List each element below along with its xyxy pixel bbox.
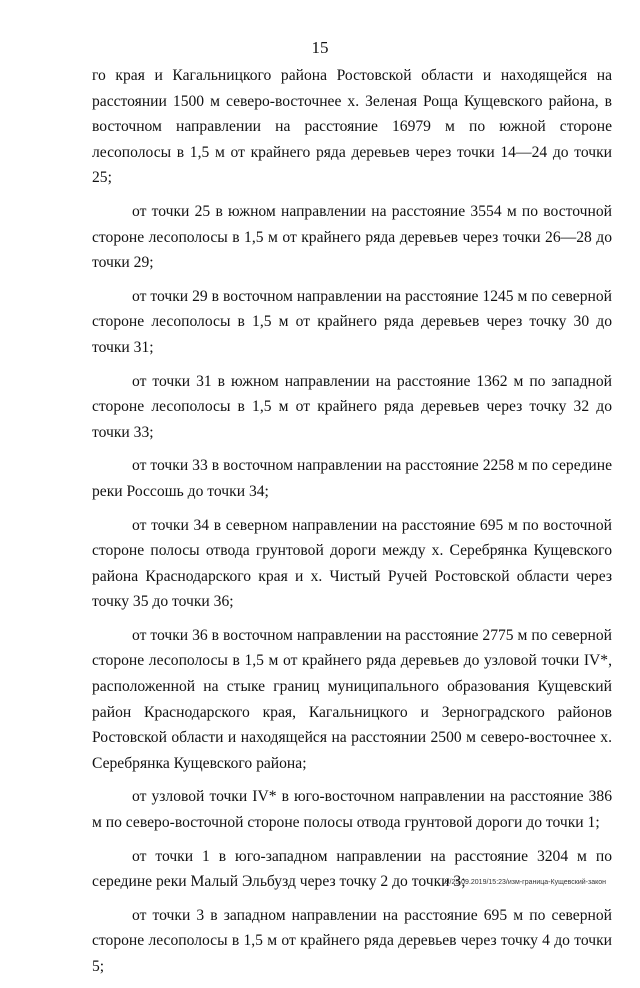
- paragraph: от точки 31 в южном направлении на расстояние 1362 м по западной стороне лесополосы в 1,5 м от крайнего ряда деревьев через точку 32 до точки 33;: [92, 372, 612, 441]
- document-body: [92, 63, 612, 988]
- paragraph: от точки 3 в западном направлении на расстояние 695 м по северной стороне лесополосы в 1,5 м от крайнего ряда деревьев через точку 4 до точки 5;: [92, 906, 612, 975]
- footer-stamp: U/25.09.2019/15:23/изм-граница-Кущевский-закон: [444, 879, 606, 886]
- paragraph: от узловой точки IV* в юго-восточном направлении на расстояние 386 м по северо-восточной стороне полосы отвода грунтовой дороги до точки 1;: [92, 788, 612, 832]
- paragraph: от точки 29 в восточном направлении на расстояние 1245 м по северной стороне лесополосы в 1,5 м от крайнего ряда деревьев через точку 30 до точки 31;: [92, 287, 612, 356]
- paragraph: от точки 25 в южном направлении на расстояние 3554 м по восточной стороне лесополосы в 1,5 м от крайнего ряда деревьев через точки 26—28 до точки 29;: [92, 202, 612, 272]
- page-number: 15: [311, 38, 329, 57]
- paragraph: от точки 34 в северном направлении на расстояние 695 м по восточной стороне полосы отвода грунтовой дороги между х. Серебрянка Кущевского района Краснодарского края и х. Чистый Ручей Ростовской области через точку 35 до точки 36;: [92, 516, 612, 611]
- paragraph: от точки 1 в юго-западном направлении на расстояние 3204 м по середине реки Малый Эльбузд через точку 2 до точки 3;: [92, 847, 612, 891]
- paragraph: от точки 33 в восточном направлении на расстояние 2258 м по середине реки Россошь до точки 34;: [92, 457, 612, 500]
- paragraph: го края и Кагальницкого района Ростовской области и находящейся на расстоянии 1500 м северо-восточнее х. Зеленая Роща Кущевского района, в восточном направлении на расстояние 16979 м по южной стороне лесополосы в 1,5 м от крайнего ряда деревьев через точки 14—24 до точки 25;: [92, 67, 612, 187]
- paragraph: от точки 36 в восточном направлении на расстояние 2775 м по северной стороне лесополосы в 1,5 м от крайнего ряда деревьев до узловой точки IV*, расположенной на стыке границ муниципального образования Кущевский район Краснодарского края, Кагальницкого и Зерноградского районов Ростовской области и находящейся на расстоянии 2500 м северо-восточнее х. Серебрянка Кущевского района;: [92, 626, 612, 772]
